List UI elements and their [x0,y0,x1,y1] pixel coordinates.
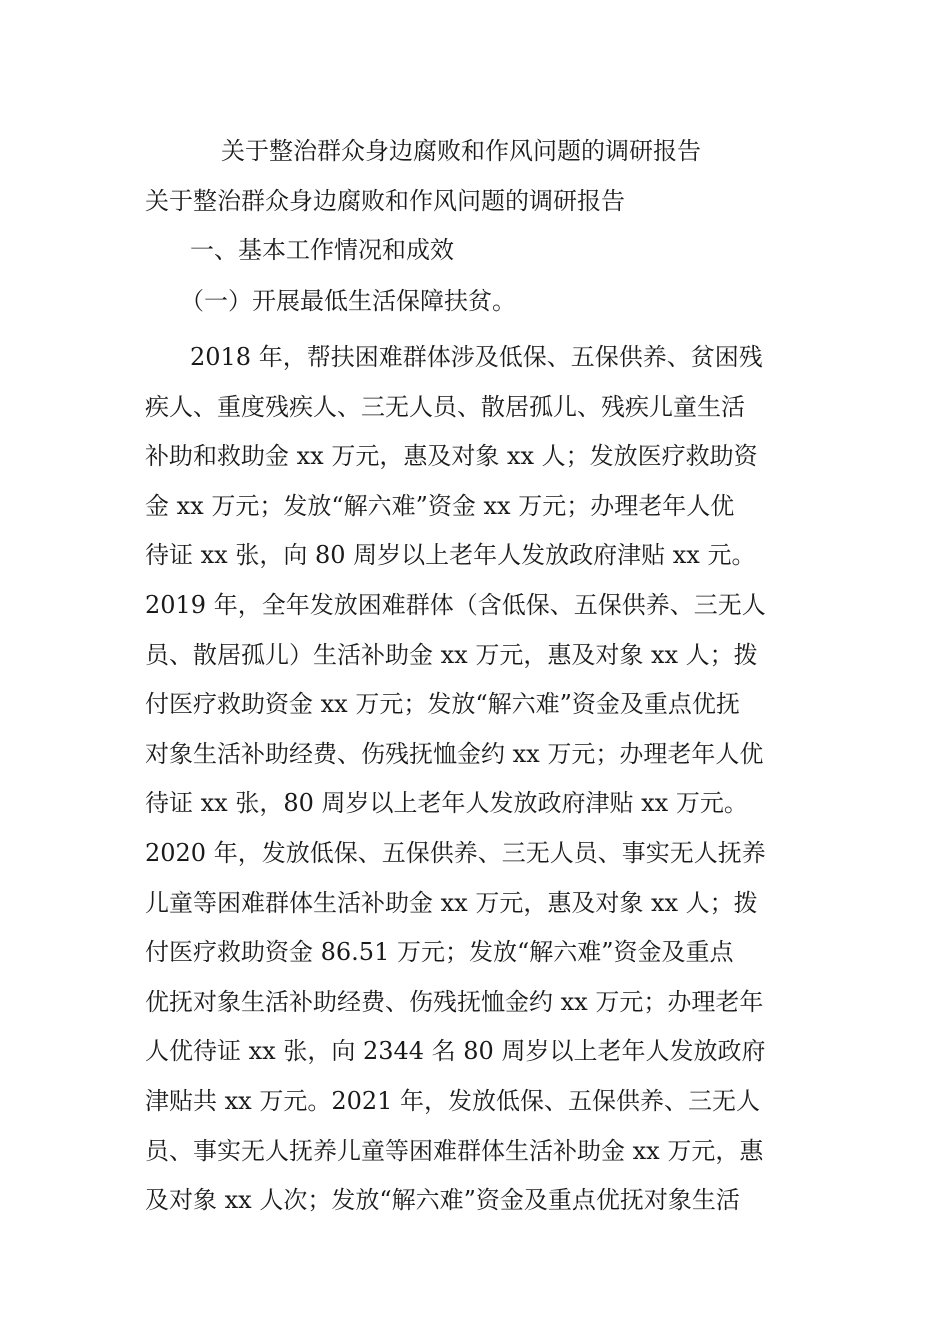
body-line: 对象生活补助经费、伤残抚恤金约 xx 万元；办理老年人优 [145,739,764,768]
body-line: 补助和救助金 xx 万元，惠及对象 xx 人；发放医疗救助资 [145,442,758,471]
document-subtitle: 关于整治群众身边腐败和作风问题的调研报告 [145,187,625,215]
body-line: 待证 xx 张，向 80 周岁以上老年人发放政府津贴 xx 元。 [145,541,756,570]
body-line: 2018 年，帮扶困难群体涉及低保、五保供养、贫困残 [190,343,763,371]
body-line: 付医疗救助资金 86.51 万元；发放“解六难”资金及重点 [145,938,734,967]
body-paragraph [145,333,807,1226]
body-line: 金 xx 万元；发放“解六难”资金 xx 万元；办理老年人优 [145,491,735,520]
body-line: 2020 年，发放低保、五保供养、三无人员、事实无人抚养 [145,838,766,867]
body-line: 2019 年，全年发放困难群体（含低保、五保供养、三无人 [145,590,766,619]
body-line: 人优待证 xx 张，向 2344 名 80 周岁以上老年人发放政府 [145,1037,766,1066]
body-line: 待证 xx 张，80 周岁以上老年人发放政府津贴 xx 万元。 [145,789,748,818]
body-line: 及对象 xx 人次；发放“解六难”资金及重点优抚对象生活 [145,1186,740,1215]
body-line: 员、散居孤儿）生活补助金 xx 万元，惠及对象 xx 人；拨 [145,640,758,669]
body-line: 员、事实无人抚养儿童等困难群体生活补助金 xx 万元，惠 [145,1136,764,1165]
section-heading: 一、基本工作情况和成效 [190,236,454,264]
body-line: 疾人、重度残疾人、三无人员、散居孤儿、残疾儿童生活 [145,392,745,421]
subsection-heading: （一）开展最低生活保障扶贫。 [180,287,516,315]
body-line: 优抚对象生活补助经费、伤残抚恤金约 xx 万元；办理老年 [145,987,764,1016]
body-line: 儿童等困难群体生活补助金 xx 万元，惠及对象 xx 人；拨 [145,888,758,917]
body-line: 津贴共 xx 万元。2021 年，发放低保、五保供养、三无人 [145,1086,761,1115]
document-title: 关于整治群众身边腐败和作风问题的调研报告 [221,137,701,165]
body-line: 付医疗救助资金 xx 万元；发放“解六难”资金及重点优抚 [145,690,740,719]
